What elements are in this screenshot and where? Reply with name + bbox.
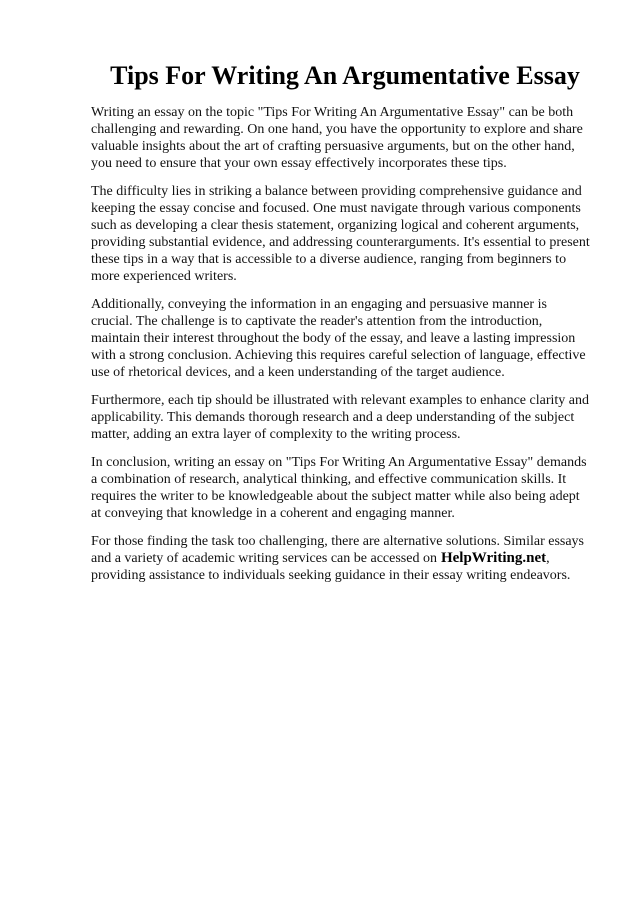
document-title: Tips For Writing An Argumentative Essay [110,61,580,90]
paragraph-alternatives [91,533,591,584]
helpwriting-link[interactable]: HelpWriting.net [440,550,547,566]
alternatives-text-after-link: , providing assistance to individuals seeking guidance in their essay writing endeavors. [91,551,571,583]
document-body [91,104,591,595]
paragraph-engagement: Additionally, conveying the information in an engaging and persuasive manner is crucial. The challenge is to captivate the reader's attention from the introduction, maintain their interest throughout the body of the essay, and leave a lasting impression with a strong conclusion. Achieving this requires careful selection of language, effective use of rhetorical devices, and a keen understanding of the target audience. [91,297,586,380]
paragraph-intro: Writing an essay on the topic "Tips For Writing An Argumentative Essay" can be both challenging and rewarding. On one hand, you have the opportunity to explore and share valuable insights about the art of crafting persuasive arguments, but on the other hand, you need to ensure that your own essay effectively incorporates these tips. [91,105,583,171]
paragraph-difficulty: The difficulty lies in striking a balance between providing comprehensive guidance and keeping the essay concise and focused. One must navigate through various components such as developing a clear thesis statement, organizing logical and coherent arguments, providing substantial evidence, and addressing counterarguments. It's essential to present these tips in a way that is accessible to a diverse audience, ranging from beginners to more experienced writers. [91,184,590,284]
alternatives-text-before-link: For those finding the task too challenging, there are alternative solutions. Similar essays and a variety of academic writing services can be accessed on [91,534,585,566]
paragraph-conclusion: In conclusion, writing an essay on "Tips For Writing An Argumentative Essay" demands a combination of research, analytical thinking, and effective communication skills. It requires the writer to be knowledgeable about the subject matter while also being adept at conveying that knowledge in a coherent and engaging manner. [91,455,587,521]
paragraph-examples: Furthermore, each tip should be illustrated with relevant examples to enhance clarity and applicability. This demands thorough research and a deep understanding of the subject matter, adding an extra layer of complexity to the writing process. [91,393,589,442]
